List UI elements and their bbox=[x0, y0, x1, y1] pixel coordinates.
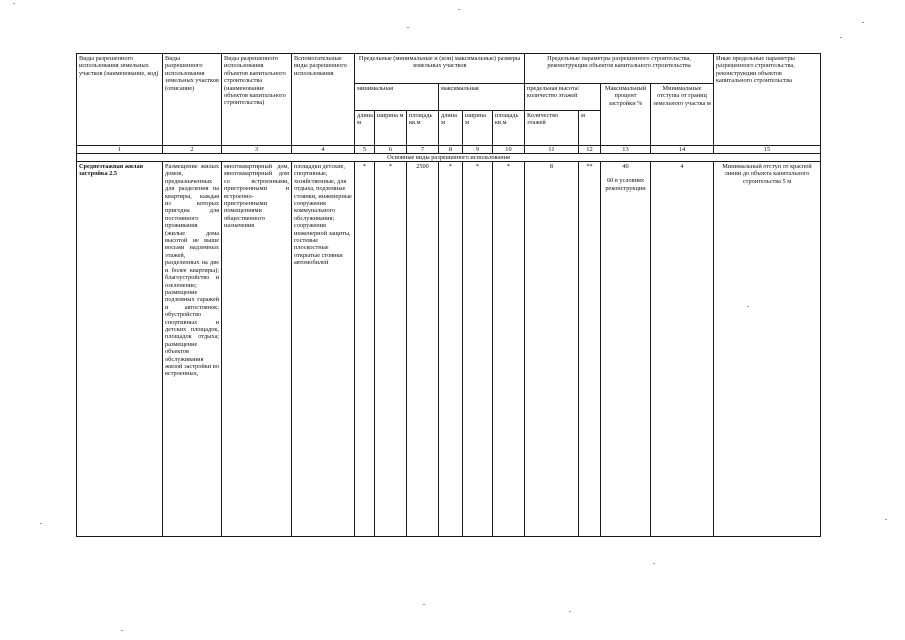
header-min: минимальная bbox=[355, 84, 439, 111]
land-use-regulations-table bbox=[76, 53, 821, 537]
scan-speck bbox=[121, 630, 123, 631]
scan-speck bbox=[407, 27, 409, 28]
scan-speck bbox=[458, 9, 460, 10]
header-max-length: длина м bbox=[439, 111, 463, 146]
header-max-width: ширина м bbox=[463, 111, 493, 146]
header-col2: Виды разрешенного использования земельных участков (описание) bbox=[163, 54, 222, 146]
column-number: 13 bbox=[601, 146, 651, 154]
scan-speck bbox=[885, 519, 887, 520]
column-number: 9 bbox=[463, 146, 493, 154]
column-number: 7 bbox=[407, 146, 439, 154]
row-coverage: 40 bbox=[622, 163, 629, 170]
header-other-params: Иные предельные параметры разрешенного строительства, реконструкции объектов капитального строительства bbox=[714, 54, 821, 146]
column-number: 15 bbox=[714, 146, 821, 154]
scan-speck bbox=[423, 604, 425, 605]
scan-speck bbox=[13, 3, 15, 4]
scan-speck bbox=[40, 523, 42, 524]
row-max-width: * bbox=[463, 162, 493, 537]
header-row-1 bbox=[77, 54, 821, 84]
row-floors: 8 bbox=[525, 162, 579, 537]
header-floors: Количество этажей bbox=[525, 111, 579, 146]
column-number: 2 bbox=[163, 146, 222, 154]
header-meters: м bbox=[579, 111, 601, 146]
row-other: Минимальный отступ от красной линии до объекта капитального строительства 5 м bbox=[714, 162, 821, 537]
row-min-width: * bbox=[375, 162, 407, 537]
section-title: Основные виды разрешенного использования bbox=[77, 154, 821, 162]
row-coverage-note: 60 в условиях реконструкции bbox=[605, 177, 646, 192]
header-max-area: площадь кв.м bbox=[493, 111, 525, 146]
scan-speck bbox=[862, 22, 864, 23]
row-description: Размещение жилых домов, предназначенных для разделения на квартиры, каждая из которых пригодна для постоянного проживания (жилые дома высотой не выше восьми надземных этажей, разделенных на две и более квартиры); благоустройство и озеленение; размещение подземных гаражей и автостоянок; обустройство спортивных и детских площадок, площадок отдыха; размещение объектов обслуживания жилой застройки во встроенных, bbox=[163, 162, 222, 537]
column-number: 1 bbox=[77, 146, 163, 154]
column-number: 10 bbox=[493, 146, 525, 154]
table-row bbox=[77, 162, 821, 537]
column-number: 8 bbox=[439, 146, 463, 154]
section-row bbox=[77, 154, 821, 162]
header-min-area: площадь кв.м bbox=[407, 111, 439, 146]
header-land-size-group: Предельные (минимальные и (или) максимальные) размеры земельных участков bbox=[355, 54, 525, 84]
column-number: 3 bbox=[222, 146, 292, 154]
scan-speck bbox=[747, 306, 749, 307]
row-max-area: * bbox=[493, 162, 525, 537]
row-auxiliary: площадки детские, спортивные, хозяйственные, для отдыха, подземные стоянки, инженерные сооружения коммунального обслуживания; сооружения инженерной защиты, гостевые плоскостные открытые стоянки автомобилей bbox=[292, 162, 355, 537]
header-height: предельная высота/количество этажей bbox=[525, 84, 601, 111]
column-numbers-row bbox=[77, 146, 821, 154]
header-max: максимальная bbox=[439, 84, 525, 111]
header-col1: Виды разрешенного использования земельных участков (наименование, код) bbox=[77, 54, 163, 146]
header-min-setbacks: Минимальные отступы от границ земельного участка м bbox=[651, 84, 714, 146]
column-number: 4 bbox=[292, 146, 355, 154]
header-max-coverage: Максимальный процент застройки % bbox=[601, 84, 651, 146]
header-col4: Вспомогательные виды разрешенного использования bbox=[292, 54, 355, 146]
row-max-length: * bbox=[439, 162, 463, 537]
row-objects: многоквартирный дом, многоквартирный дом со встроенными, пристроенными и встроенно-пристроенными помещениями общественного назначения bbox=[222, 162, 292, 537]
scan-speck bbox=[653, 563, 655, 564]
row-min-length: * bbox=[355, 162, 375, 537]
row-height-m: ** bbox=[579, 162, 601, 537]
header-min-width: ширина м bbox=[375, 111, 407, 146]
column-number: 6 bbox=[375, 146, 407, 154]
header-build-params-group: Предельные параметры разрешенного строительства, реконструкции объектов капитального строительства bbox=[525, 54, 714, 84]
column-number: 14 bbox=[651, 146, 714, 154]
row-min-area: 2500 bbox=[407, 162, 439, 537]
row-use-name: Среднеэтажная жилая застройка 2.5 bbox=[77, 162, 163, 537]
column-number: 11 bbox=[525, 146, 579, 154]
row-setback: 4 bbox=[651, 162, 714, 537]
column-number: 5 bbox=[355, 146, 375, 154]
header-col3: Виды разрешенного использования объектов капитального строительства (наименование объектов капитального строительства) bbox=[222, 54, 292, 146]
scan-speck bbox=[840, 37, 842, 38]
row-coverage-cell bbox=[601, 162, 651, 537]
header-min-length: длина м bbox=[355, 111, 375, 146]
scan-speck bbox=[569, 611, 571, 612]
column-number: 12 bbox=[579, 146, 601, 154]
